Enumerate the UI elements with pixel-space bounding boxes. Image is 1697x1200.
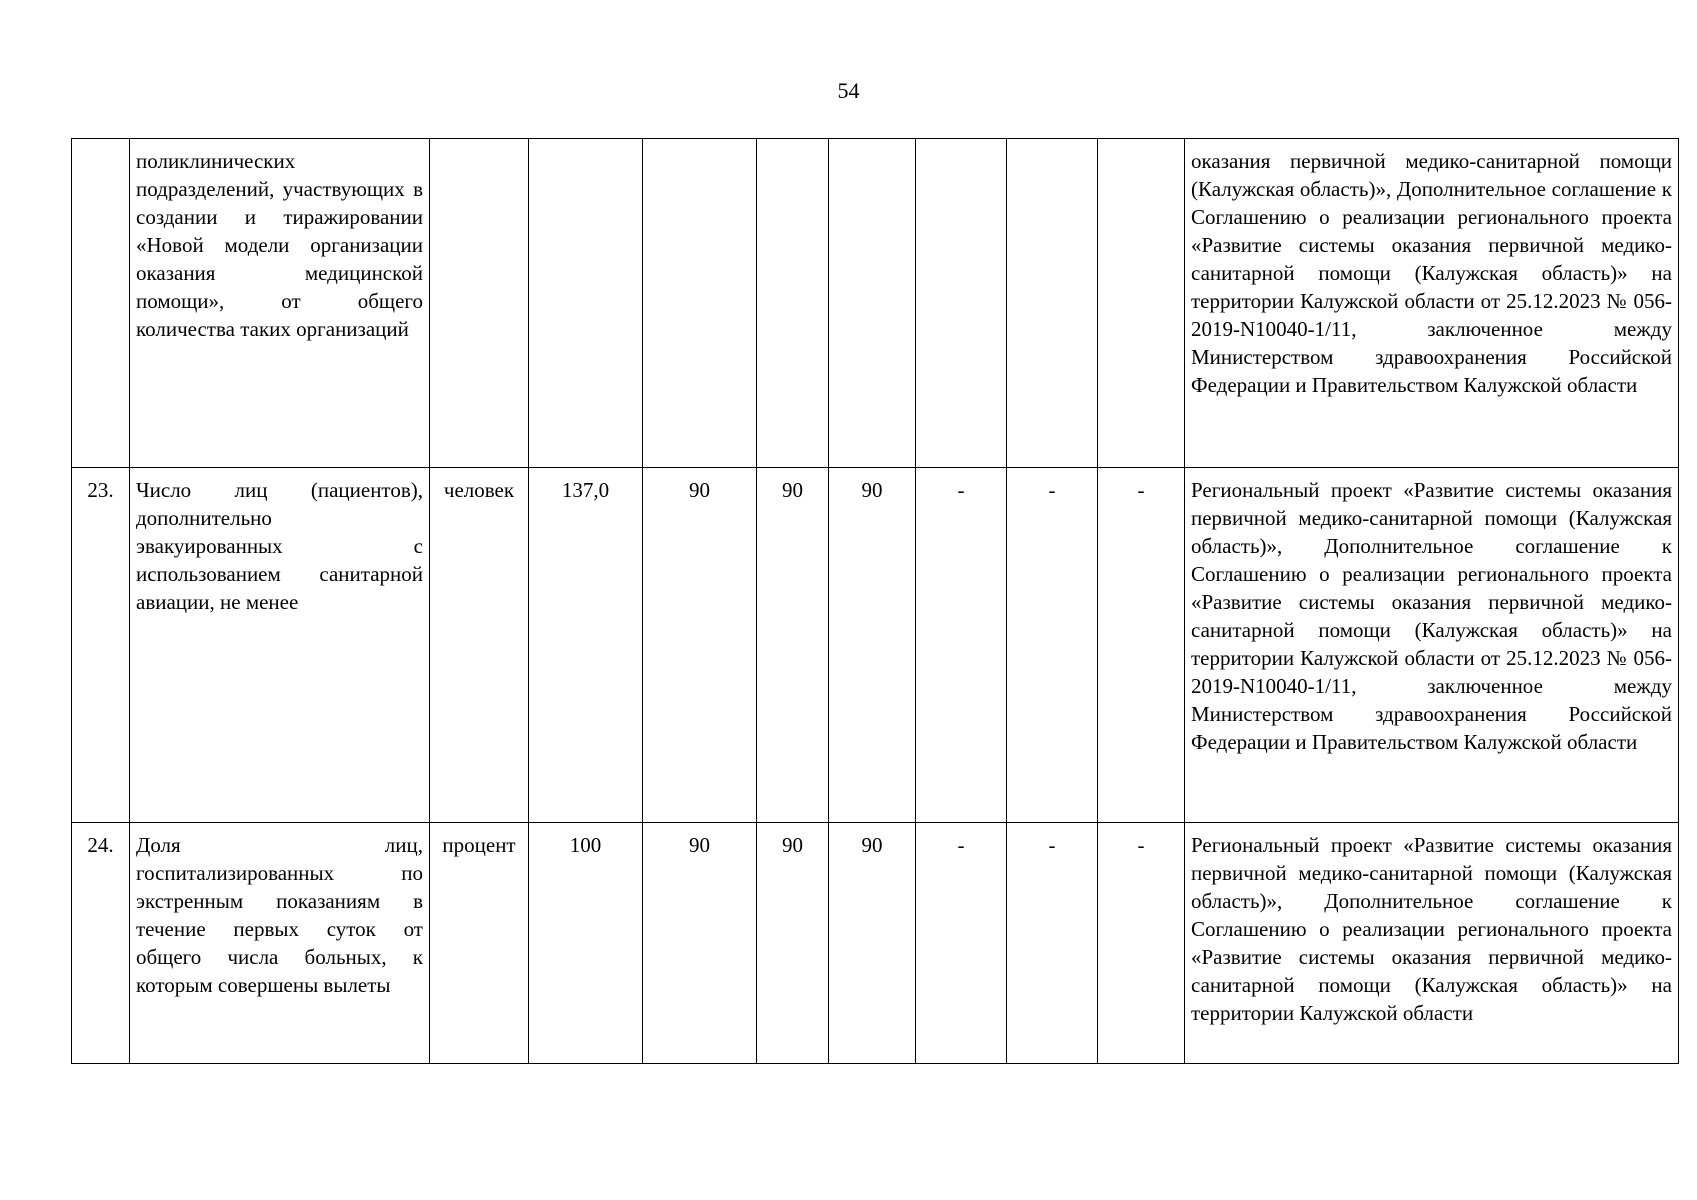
value-cell	[757, 139, 829, 468]
value-cell: -	[1098, 468, 1185, 823]
unit-cell: процент	[430, 823, 529, 1064]
source-document-cell: оказания первичной медико-санитарной помощи (Калужская область)», Дополнительное соглашение к Соглашению о реализации регионального проекта «Развитие системы оказания первичной медико-санитарной помощи (Калужская область)» на территории Калужской области от 25.12.2023 № 056-2019-N10040-1/11, заключенное между Министерством здравоохранения Российской Федерации и Правительством Калужской области	[1185, 139, 1679, 468]
value-cell: 90	[643, 823, 757, 1064]
value-cell: -	[1007, 468, 1098, 823]
indicator-name-cell: поликлинических подразделений, участвующих в создании и тиражировании «Новой модели организации оказания медицинской помощи», от общего количества таких организаций	[130, 139, 430, 468]
page-number: 54	[837, 78, 860, 103]
unit-cell: человек	[430, 468, 529, 823]
value-cell	[829, 139, 916, 468]
table-row	[72, 468, 1679, 823]
row-number-cell: 23.	[72, 468, 130, 823]
table-row	[72, 823, 1679, 1064]
value-cell: 90	[829, 468, 916, 823]
indicator-name-cell: Число лиц (пациентов), дополнительно эвакуированных с использованием санитарной авиации, не менее	[130, 468, 430, 823]
value-cell: -	[1098, 823, 1185, 1064]
value-cell: 90	[757, 468, 829, 823]
table-row	[72, 139, 1679, 468]
value-cell: 90	[829, 823, 916, 1064]
value-cell	[529, 139, 643, 468]
value-cell	[1007, 139, 1098, 468]
value-cell: 137,0	[529, 468, 643, 823]
value-cell: -	[916, 823, 1007, 1064]
value-cell: -	[916, 468, 1007, 823]
value-cell: -	[1007, 823, 1098, 1064]
row-number-cell	[72, 139, 130, 468]
value-cell	[643, 139, 757, 468]
indicators-table	[71, 138, 1679, 1064]
unit-cell	[430, 139, 529, 468]
source-document-cell: Региональный проект «Развитие системы оказания первичной медико-санитарной помощи (Калужская область)», Дополнительное соглашение к Соглашению о реализации регионального проекта «Развитие системы оказания первичной медико-санитарной помощи (Калужская область)» на территории Калужской области	[1185, 823, 1679, 1064]
source-document-cell: Региональный проект «Развитие системы оказания первичной медико-санитарной помощи (Калужская область)», Дополнительное соглашение к Соглашению о реализации регионального проекта «Развитие системы оказания первичной медико-санитарной помощи (Калужская область)» на территории Калужской области от 25.12.2023 № 056-2019-N10040-1/11, заключенное между Министерством здравоохранения Российской Федерации и Правительством Калужской области	[1185, 468, 1679, 823]
value-cell: 90	[643, 468, 757, 823]
row-number-cell: 24.	[72, 823, 130, 1064]
indicator-name-cell: Доля лиц, госпитализированных по экстренным показаниям в течение первых суток от общего числа больных, к которым совершены вылеты	[130, 823, 430, 1064]
value-cell: 90	[757, 823, 829, 1064]
value-cell	[916, 139, 1007, 468]
value-cell	[1098, 139, 1185, 468]
value-cell: 100	[529, 823, 643, 1064]
